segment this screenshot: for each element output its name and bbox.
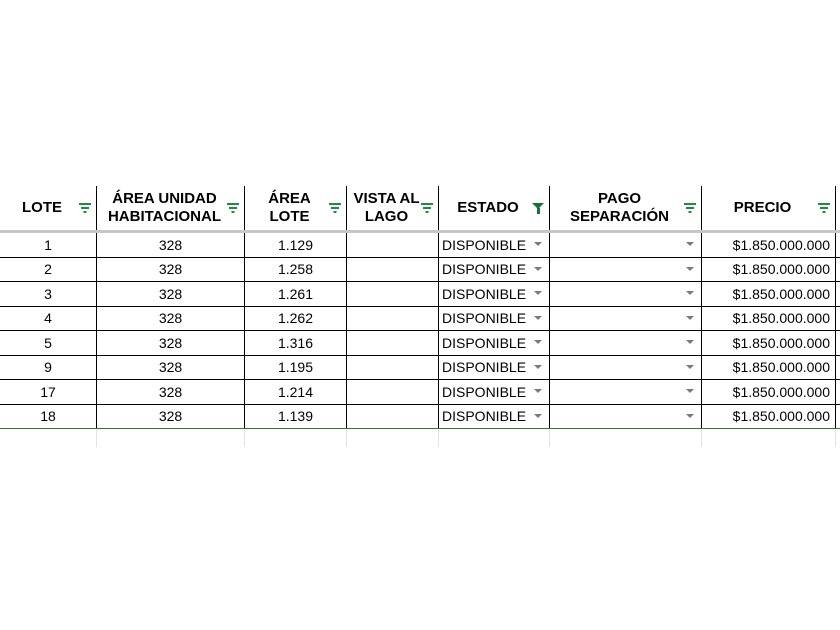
dropdown-arrow-icon[interactable] [534,242,542,246]
dropdown-cell-estado[interactable] [439,405,550,429]
cell-value-area_lote: 1.261 [277,285,314,302]
cell-value-lote: 1 [44,236,52,253]
cell-area_unidad[interactable] [97,258,245,282]
cell-value-precio: $1.850.000.000 [732,261,830,278]
dropdown-cell-pago_separacion[interactable] [550,258,702,282]
cell-value-area_unidad: 328 [158,310,183,327]
cell-vista_lago[interactable] [347,307,439,331]
cell-area_lote[interactable] [245,380,347,404]
empty-cell[interactable] [439,429,550,447]
dropdown-arrow-icon[interactable] [534,365,542,369]
header-cell-vista_lago[interactable] [347,186,439,230]
table-row [0,282,840,307]
cell-value-estado: DISPONIBLE [442,359,527,376]
dropdown-cell-estado[interactable] [439,282,550,306]
dropdown-cell-pago_separacion[interactable] [550,405,702,429]
cell-value-precio: $1.850.000.000 [732,236,830,253]
dropdown-cell-pago_separacion[interactable] [550,233,702,257]
cell-vista_lago[interactable] [347,380,439,404]
cell-area_unidad[interactable] [97,331,245,355]
header-cell-estado[interactable] [439,186,550,230]
empty-row [0,428,840,447]
cell-lote[interactable] [0,307,97,331]
cell-value-estado: DISPONIBLE [442,334,527,351]
header-cell-pago_separacion[interactable] [550,186,702,230]
header-label-pago_separacion: PAGO SEPARACIÓN [570,190,669,225]
cell-vista_lago[interactable] [347,331,439,355]
cell-lote[interactable] [0,282,97,306]
cell-area_unidad[interactable] [97,380,245,404]
cell-area_unidad[interactable] [97,233,245,257]
cell-value-lote: 4 [44,310,52,327]
cell-value-area_unidad: 328 [158,359,183,376]
filter-icon[interactable] [329,203,341,213]
cell-lote[interactable] [0,258,97,282]
cell-precio[interactable] [702,356,836,380]
cell-area_lote[interactable] [245,356,347,380]
cell-lote[interactable] [0,331,97,355]
header-label-precio: PRECIO [733,199,792,216]
cell-value-area_unidad: 328 [158,236,183,253]
cell-value-area_lote: 1.214 [277,383,314,400]
dropdown-arrow-icon[interactable] [534,340,542,344]
cell-lote[interactable] [0,380,97,404]
dropdown-cell-pago_separacion[interactable] [550,282,702,306]
cell-value-lote: 18 [40,408,56,425]
cell-lote[interactable] [0,405,97,429]
cell-area_unidad[interactable] [97,356,245,380]
cell-lote[interactable] [0,356,97,380]
cell-value-area_lote: 1.262 [277,310,314,327]
cell-precio[interactable] [702,233,836,257]
cell-precio[interactable] [702,307,836,331]
cell-area_unidad[interactable] [97,282,245,306]
dropdown-cell-estado[interactable] [439,380,550,404]
cell-area_lote[interactable] [245,307,347,331]
cell-value-lote: 2 [44,261,52,278]
header-label-area_lote: ÁREA LOTE [268,190,311,225]
empty-cell[interactable] [347,429,439,447]
filter-active-icon[interactable] [532,203,544,209]
dropdown-cell-estado[interactable] [439,233,550,257]
dropdown-arrow-icon[interactable] [686,365,694,369]
dropdown-arrow-icon[interactable] [686,414,694,418]
table-row [0,405,840,430]
dropdown-cell-estado[interactable] [439,307,550,331]
cell-vista_lago[interactable] [347,233,439,257]
cell-value-estado: DISPONIBLE [442,236,527,253]
dropdown-arrow-icon[interactable] [686,389,694,393]
cell-value-precio: $1.850.000.000 [732,285,830,302]
cell-precio[interactable] [702,331,836,355]
cell-value-precio: $1.850.000.000 [732,408,830,425]
empty-cell[interactable] [97,429,245,447]
cell-area_lote[interactable] [245,282,347,306]
dropdown-arrow-icon[interactable] [534,291,542,295]
table-row [0,380,840,405]
dropdown-cell-pago_separacion[interactable] [550,307,702,331]
dropdown-arrow-icon[interactable] [686,291,694,295]
header-label-vista_lago: VISTA AL LAGO [353,190,420,225]
cell-value-estado: DISPONIBLE [442,383,527,400]
dropdown-arrow-icon[interactable] [686,242,694,246]
header-row [0,186,840,233]
cell-vista_lago[interactable] [347,356,439,380]
cell-area_unidad[interactable] [97,307,245,331]
cell-value-area_unidad: 328 [158,261,183,278]
filter-icon[interactable] [818,203,830,213]
dropdown-arrow-icon[interactable] [686,316,694,320]
cell-value-area_unidad: 328 [158,285,183,302]
dropdown-arrow-icon[interactable] [534,414,542,418]
cell-lote[interactable] [0,233,97,257]
header-cell-area_unidad[interactable] [97,186,245,230]
header-cell-lote[interactable] [0,186,97,230]
dropdown-cell-pago_separacion[interactable] [550,331,702,355]
dropdown-cell-estado[interactable] [439,258,550,282]
header-label-lote: LOTE [22,199,62,216]
cell-value-area_unidad: 328 [158,334,183,351]
cell-value-area_lote: 1.316 [277,334,314,351]
cell-area_unidad[interactable] [97,405,245,429]
cell-value-precio: $1.850.000.000 [732,334,830,351]
filter-icon[interactable] [421,203,433,213]
table-row [0,331,840,356]
cell-value-lote: 9 [44,359,52,376]
cell-precio[interactable] [702,380,836,404]
cell-area_lote[interactable] [245,258,347,282]
header-cell-area_lote[interactable] [245,186,347,230]
header-label-estado: ESTADO [457,199,519,216]
table-row [0,356,840,381]
table-row [0,258,840,283]
dropdown-arrow-icon[interactable] [686,267,694,271]
cell-value-area_lote: 1.258 [277,261,314,278]
dropdown-arrow-icon[interactable] [534,389,542,393]
dropdown-cell-estado[interactable] [439,331,550,355]
dropdown-arrow-icon[interactable] [686,340,694,344]
cell-value-area_lote: 1.195 [277,359,314,376]
cell-value-lote: 5 [44,334,52,351]
filter-icon[interactable] [79,203,91,213]
dropdown-cell-pago_separacion[interactable] [550,380,702,404]
header-cell-precio[interactable] [702,186,836,230]
cell-precio[interactable] [702,258,836,282]
cell-value-estado: DISPONIBLE [442,408,527,425]
header-label-area_unidad: ÁREA UNIDAD HABITACIONAL [107,190,222,225]
dropdown-cell-estado[interactable] [439,356,550,380]
empty-cell[interactable] [0,429,97,447]
cell-value-lote: 17 [40,383,56,400]
cell-value-precio: $1.850.000.000 [732,383,830,400]
cell-value-precio: $1.850.000.000 [732,359,830,376]
cell-value-area_unidad: 328 [158,383,183,400]
cell-area_lote[interactable] [245,405,347,429]
cell-value-estado: DISPONIBLE [442,285,527,302]
cell-area_lote[interactable] [245,233,347,257]
dropdown-arrow-icon[interactable] [534,316,542,320]
dropdown-cell-pago_separacion[interactable] [550,356,702,380]
cell-value-area_lote: 1.129 [277,236,314,253]
empty-cell[interactable] [702,429,836,447]
cell-value-estado: DISPONIBLE [442,261,527,278]
empty-cell[interactable] [245,429,347,447]
cell-value-precio: $1.850.000.000 [732,310,830,327]
cell-precio[interactable] [702,405,836,429]
cell-value-area_unidad: 328 [158,408,183,425]
empty-cell[interactable] [550,429,702,447]
cell-value-lote: 3 [44,285,52,302]
dropdown-arrow-icon[interactable] [534,267,542,271]
spreadsheet-table [0,186,840,447]
cell-vista_lago[interactable] [347,258,439,282]
cell-vista_lago[interactable] [347,282,439,306]
table-row [0,233,840,258]
cell-precio[interactable] [702,282,836,306]
cell-value-estado: DISPONIBLE [442,310,527,327]
cell-vista_lago[interactable] [347,405,439,429]
cell-area_lote[interactable] [245,331,347,355]
table-row [0,307,840,332]
filter-icon[interactable] [684,203,696,213]
cell-value-area_lote: 1.139 [277,408,314,425]
filter-icon[interactable] [227,203,239,213]
